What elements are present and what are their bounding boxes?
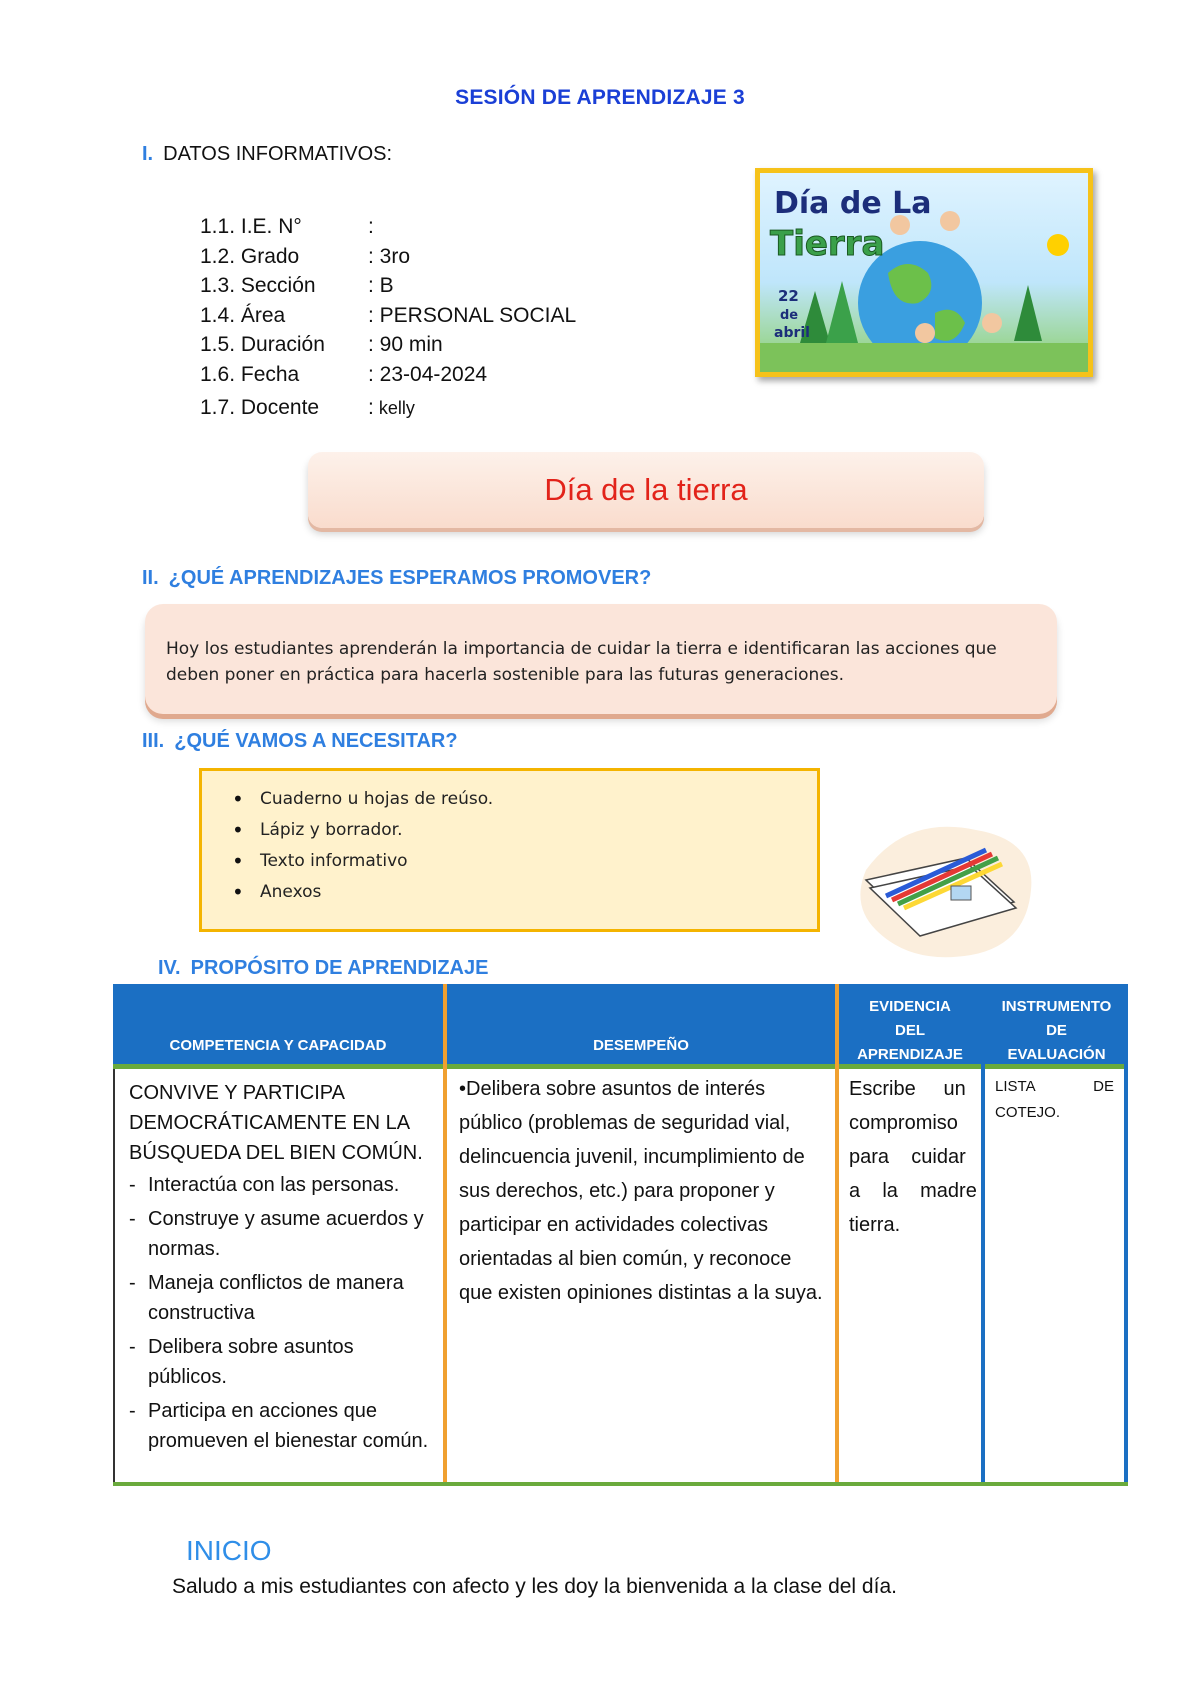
info-label: 1.2. Grado xyxy=(200,244,300,268)
list-item: - Construye y asume acuerdos y normas. xyxy=(129,1204,435,1264)
sun-icon xyxy=(1047,234,1069,256)
info-label: 1.3. Sección xyxy=(200,274,316,297)
materials-list xyxy=(232,785,817,909)
table-bottom-border xyxy=(113,1482,1128,1486)
list-item: • Cuaderno u hojas de reúso. xyxy=(232,785,817,816)
info-value-colon: : xyxy=(368,396,374,419)
learning-goal-line: Hoy los estudiantes aprenderán la importancia de cuidar la tierra e identificaran las acciones que xyxy=(166,639,997,659)
grass-shape xyxy=(760,343,1088,372)
header-line: APRENDIZAJE xyxy=(857,1046,963,1063)
section-necesitar-heading xyxy=(142,730,458,753)
eraser-icon xyxy=(951,886,971,900)
header-desempeno: DESEMPEÑO xyxy=(447,984,835,1064)
header-line: DE xyxy=(1046,1022,1067,1039)
header-line: EVIDENCIA xyxy=(869,998,951,1015)
info-value: : PERSONAL SOCIAL xyxy=(368,303,577,327)
section-heading-text: PROPÓSITO DE APRENDIZAJE xyxy=(190,957,489,979)
list-item: - Maneja conflictos de manera constructiva xyxy=(129,1268,435,1328)
header-line: EVALUACIÓN xyxy=(1007,1046,1106,1063)
table-divider xyxy=(113,1064,1128,1069)
learning-goal-line: deben poner en práctica para hacerla sostenible para las futuras generaciones. xyxy=(166,665,845,685)
lesson-title: Día de la tierra xyxy=(544,472,748,507)
inicio-heading: INICIO xyxy=(186,1535,272,1566)
info-label: 1.1. I.E. N° xyxy=(200,215,302,238)
document-title: SESIÓN DE APRENDIZAJE 3 xyxy=(455,86,745,109)
info-value: : 23-04-2024 xyxy=(368,362,488,386)
section-heading-text: ¿QUÉ VAMOS A NECESITAR? xyxy=(174,730,458,752)
section-number: IV. xyxy=(158,957,181,979)
info-value: : xyxy=(368,215,374,238)
header-line: DEL xyxy=(895,1022,925,1039)
poster-line2: Tierra xyxy=(770,224,885,264)
header-line: INSTRUMENTO xyxy=(1001,998,1112,1015)
capacidades-list xyxy=(129,1170,435,1456)
earth-day-illustration xyxy=(760,173,1088,372)
inicio-text: Saludo a mis estudiantes con afecto y les doy la bienvenida a la clase del día. xyxy=(172,1575,897,1598)
section-heading-text: DATOS INFORMATIVOS: xyxy=(163,143,393,165)
evidencia-line: Escribe un xyxy=(849,1078,966,1100)
learning-goal-box xyxy=(145,604,1057,714)
cell-evidencia xyxy=(839,1070,981,1482)
competencia-text: CONVIVE Y PARTICIPA DEMOCRÁTICAMENTE EN LA BÚSQUEDA DEL BIEN COMÚN. xyxy=(129,1082,423,1164)
list-item: - Interactúa con las personas. xyxy=(129,1170,435,1200)
section-number: II. xyxy=(142,567,159,589)
school-supplies-image xyxy=(846,810,1036,960)
list-item: - Delibera sobre asuntos públicos. xyxy=(129,1332,435,1392)
section-proposito-heading xyxy=(158,957,488,980)
instrumento-word: LISTA xyxy=(995,1078,1036,1095)
poster-line1: Día de La xyxy=(774,186,932,221)
evidencia-line: compromiso xyxy=(849,1112,958,1134)
instrumento-line: COTEJO. xyxy=(995,1104,1061,1121)
list-item: • Lápiz y borrador. xyxy=(232,816,817,847)
section-aprendizajes-heading xyxy=(142,567,651,590)
instrumento-line xyxy=(995,1074,1114,1100)
list-item: - Participa en acciones que promueven el bienestar común. xyxy=(129,1396,435,1456)
section-number: I. xyxy=(142,143,154,165)
section-number: III. xyxy=(142,730,165,752)
info-label: 1.7. Docente xyxy=(200,396,320,419)
tree-icon xyxy=(1014,285,1042,341)
earth-day-poster-image xyxy=(755,168,1093,377)
info-value xyxy=(368,393,415,424)
table-border-left xyxy=(113,1069,115,1482)
poster-date-day: 22 xyxy=(778,287,799,305)
list-item: • Anexos xyxy=(232,878,817,909)
table-border-right xyxy=(1124,984,1128,1482)
info-value: : B xyxy=(368,274,394,297)
lesson-title-box xyxy=(308,452,984,528)
docente-name: kelly xyxy=(373,398,415,418)
section-heading-text: ¿QUÉ APRENDIZAJES ESPERAMOS PROMOVER? xyxy=(168,567,652,589)
section-datos-informativos-heading xyxy=(142,143,392,166)
info-label: 1.5. Duración xyxy=(200,333,325,356)
header-instrumento xyxy=(985,984,1128,1064)
evidencia-line: a la madre xyxy=(849,1180,977,1202)
cell-desempeno: •Delibera sobre asuntos de interés público (problemas de seguridad vial, delincuencia juvenil, incumplimiento de sus derechos, etc.) para proponer y participar en actividades colectivas orientadas al bien común, y reconoce que existen opiniones distintas a la suya. xyxy=(459,1078,823,1304)
child-figure xyxy=(915,323,935,343)
poster-date-month: abril xyxy=(774,325,810,341)
child-figure xyxy=(940,211,960,231)
info-label: 1.4. Área xyxy=(200,303,286,327)
list-item: • Texto informativo xyxy=(232,847,817,878)
header-evidencia xyxy=(839,984,981,1064)
cell-competencia xyxy=(117,1070,443,1482)
info-value: : 3ro xyxy=(368,244,411,268)
cell-instrumento xyxy=(985,1070,1124,1482)
tree-icon xyxy=(826,281,858,343)
child-figure xyxy=(982,313,1002,333)
materials-box xyxy=(199,768,820,932)
evidencia-line: tierra. xyxy=(849,1214,901,1236)
info-value: : 90 min xyxy=(368,333,443,356)
header-competencia: COMPETENCIA Y CAPACIDAD xyxy=(113,984,443,1064)
evidencia-line: para cuidar xyxy=(849,1146,966,1168)
instrumento-word: DE xyxy=(1093,1078,1114,1095)
poster-date-de: de xyxy=(780,308,799,323)
purpose-table xyxy=(113,984,1128,1498)
info-label: 1.6. Fecha xyxy=(200,362,300,386)
